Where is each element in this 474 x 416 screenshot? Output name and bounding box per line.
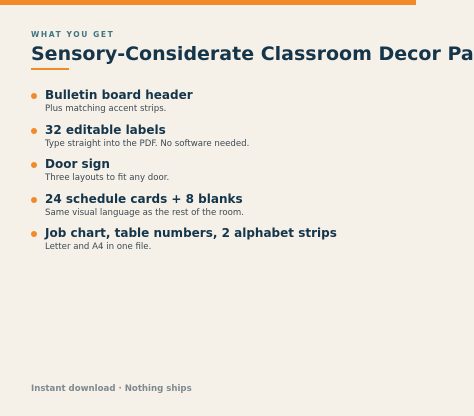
footer-note: Instant download · Nothing ships (31, 384, 192, 394)
bullet-dot-icon (31, 93, 37, 99)
feature-title: 24 schedule cards + 8 blanks (45, 191, 243, 206)
feature-title: Job chart, table numbers, 2 alphabet strips (45, 226, 337, 241)
feature-description: Letter and A4 in one file. (45, 242, 152, 253)
feature-description: Plus matching accent strips. (45, 104, 167, 114)
feature-title: Door sign (45, 157, 110, 172)
title-underline (31, 68, 69, 70)
top-accent-bar (0, 0, 416, 5)
page-title: Sensory-Considerate Classroom Decor Pa (31, 43, 474, 65)
feature-title: Bulletin board header (45, 88, 193, 102)
section-eyebrow: WHAT YOU GET (31, 30, 115, 39)
feature-description: Same visual language as the rest of the room. (45, 207, 244, 218)
feature-title: 32 editable labels (45, 122, 166, 137)
feature-list (31, 88, 337, 261)
bullet-dot-icon (31, 128, 37, 134)
bullet-dot-icon (31, 197, 37, 203)
feature-item-door-sign (31, 157, 337, 192)
bullet-dot-icon (31, 162, 37, 168)
bullet-dot-icon (31, 231, 37, 237)
feature-item-job-chart (31, 226, 337, 261)
feature-description: Three layouts to fit any door. (45, 173, 170, 184)
feature-item-editable-labels (31, 123, 337, 158)
feature-item-schedule-cards (31, 192, 337, 227)
feature-item-bulletin-board (31, 88, 337, 123)
feature-description: Type straight into the PDF. No software needed. (45, 138, 250, 149)
